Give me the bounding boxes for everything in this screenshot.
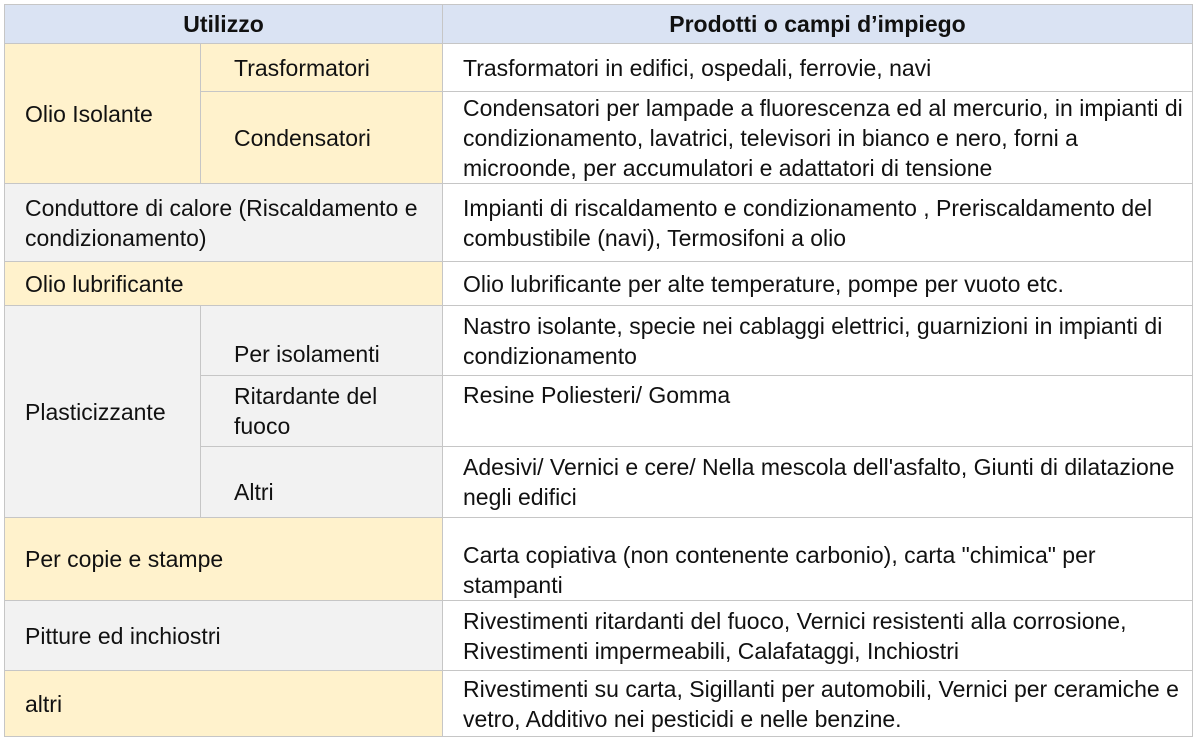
table-row bbox=[5, 306, 1193, 376]
table-row bbox=[5, 262, 1193, 306]
cell-copie: Per copie e stampe bbox=[5, 518, 443, 601]
table-row bbox=[5, 518, 1193, 601]
cell-altri-desc: Rivestimenti su carta, Sigillanti per automobili, Vernici per ceramiche e vetro, Additivo nei pesticidi e nelle benzine. bbox=[443, 671, 1193, 737]
header-prodotti: Prodotti o campi d’impiego bbox=[443, 5, 1193, 44]
cell-olio-isolante: Olio Isolante bbox=[5, 44, 201, 184]
table-row bbox=[5, 601, 1193, 671]
usage-table bbox=[4, 4, 1193, 737]
cell-conduttore-desc: Impianti di riscaldamento e condizionamento , Preriscaldamento del combustibile (navi), Termosifoni a olio bbox=[443, 184, 1193, 262]
cell-conduttore: Conduttore di calore (Riscaldamento e condizionamento) bbox=[5, 184, 443, 262]
cell-plasticizzante: Plasticizzante bbox=[5, 306, 201, 518]
cell-lubrificante: Olio lubrificante bbox=[5, 262, 443, 306]
cell-ritardante-desc: Resine Poliesteri/ Gomma bbox=[443, 376, 1193, 447]
cell-altri-plast-desc: Adesivi/ Vernici e cere/ Nella mescola dell'asfalto, Giunti di dilatazione negli edifici bbox=[443, 447, 1193, 518]
table-row bbox=[5, 671, 1193, 737]
cell-lubrificante-desc: Olio lubrificante per alte temperature, pompe per vuoto etc. bbox=[443, 262, 1193, 306]
table-row bbox=[5, 44, 1193, 92]
cell-isolamenti-desc: Nastro isolante, specie nei cablaggi elettrici, guarnizioni in impianti di condizionamento bbox=[443, 306, 1193, 376]
header-utilizzo: Utilizzo bbox=[5, 5, 443, 44]
cell-pitture: Pitture ed inchiostri bbox=[5, 601, 443, 671]
cell-isolamenti: Per isolamenti bbox=[201, 306, 443, 376]
cell-copie-desc: Carta copiativa (non contenente carbonio), carta "chimica" per stampanti bbox=[443, 518, 1193, 601]
cell-condensatori: Condensatori bbox=[201, 92, 443, 184]
cell-altri-plast: Altri bbox=[201, 447, 443, 518]
cell-ritardante: Ritardante del fuoco bbox=[201, 376, 443, 447]
cell-pitture-desc: Rivestimenti ritardanti del fuoco, Vernici resistenti alla corrosione, Rivestimenti impermeabili, Calafataggi, Inchiostri bbox=[443, 601, 1193, 671]
cell-trasformatori: Trasformatori bbox=[201, 44, 443, 92]
cell-trasformatori-desc: Trasformatori in edifici, ospedali, ferrovie, navi bbox=[443, 44, 1193, 92]
cell-altri: altri bbox=[5, 671, 443, 737]
table-header-row bbox=[5, 5, 1193, 44]
table-row bbox=[5, 184, 1193, 262]
cell-condensatori-desc: Condensatori per lampade a fluorescenza ed al mercurio, in impianti di condizionamento, lavatrici, televisori in bianco e nero, forni a microonde, per accumulatori e adattatori di tensione bbox=[443, 92, 1193, 184]
